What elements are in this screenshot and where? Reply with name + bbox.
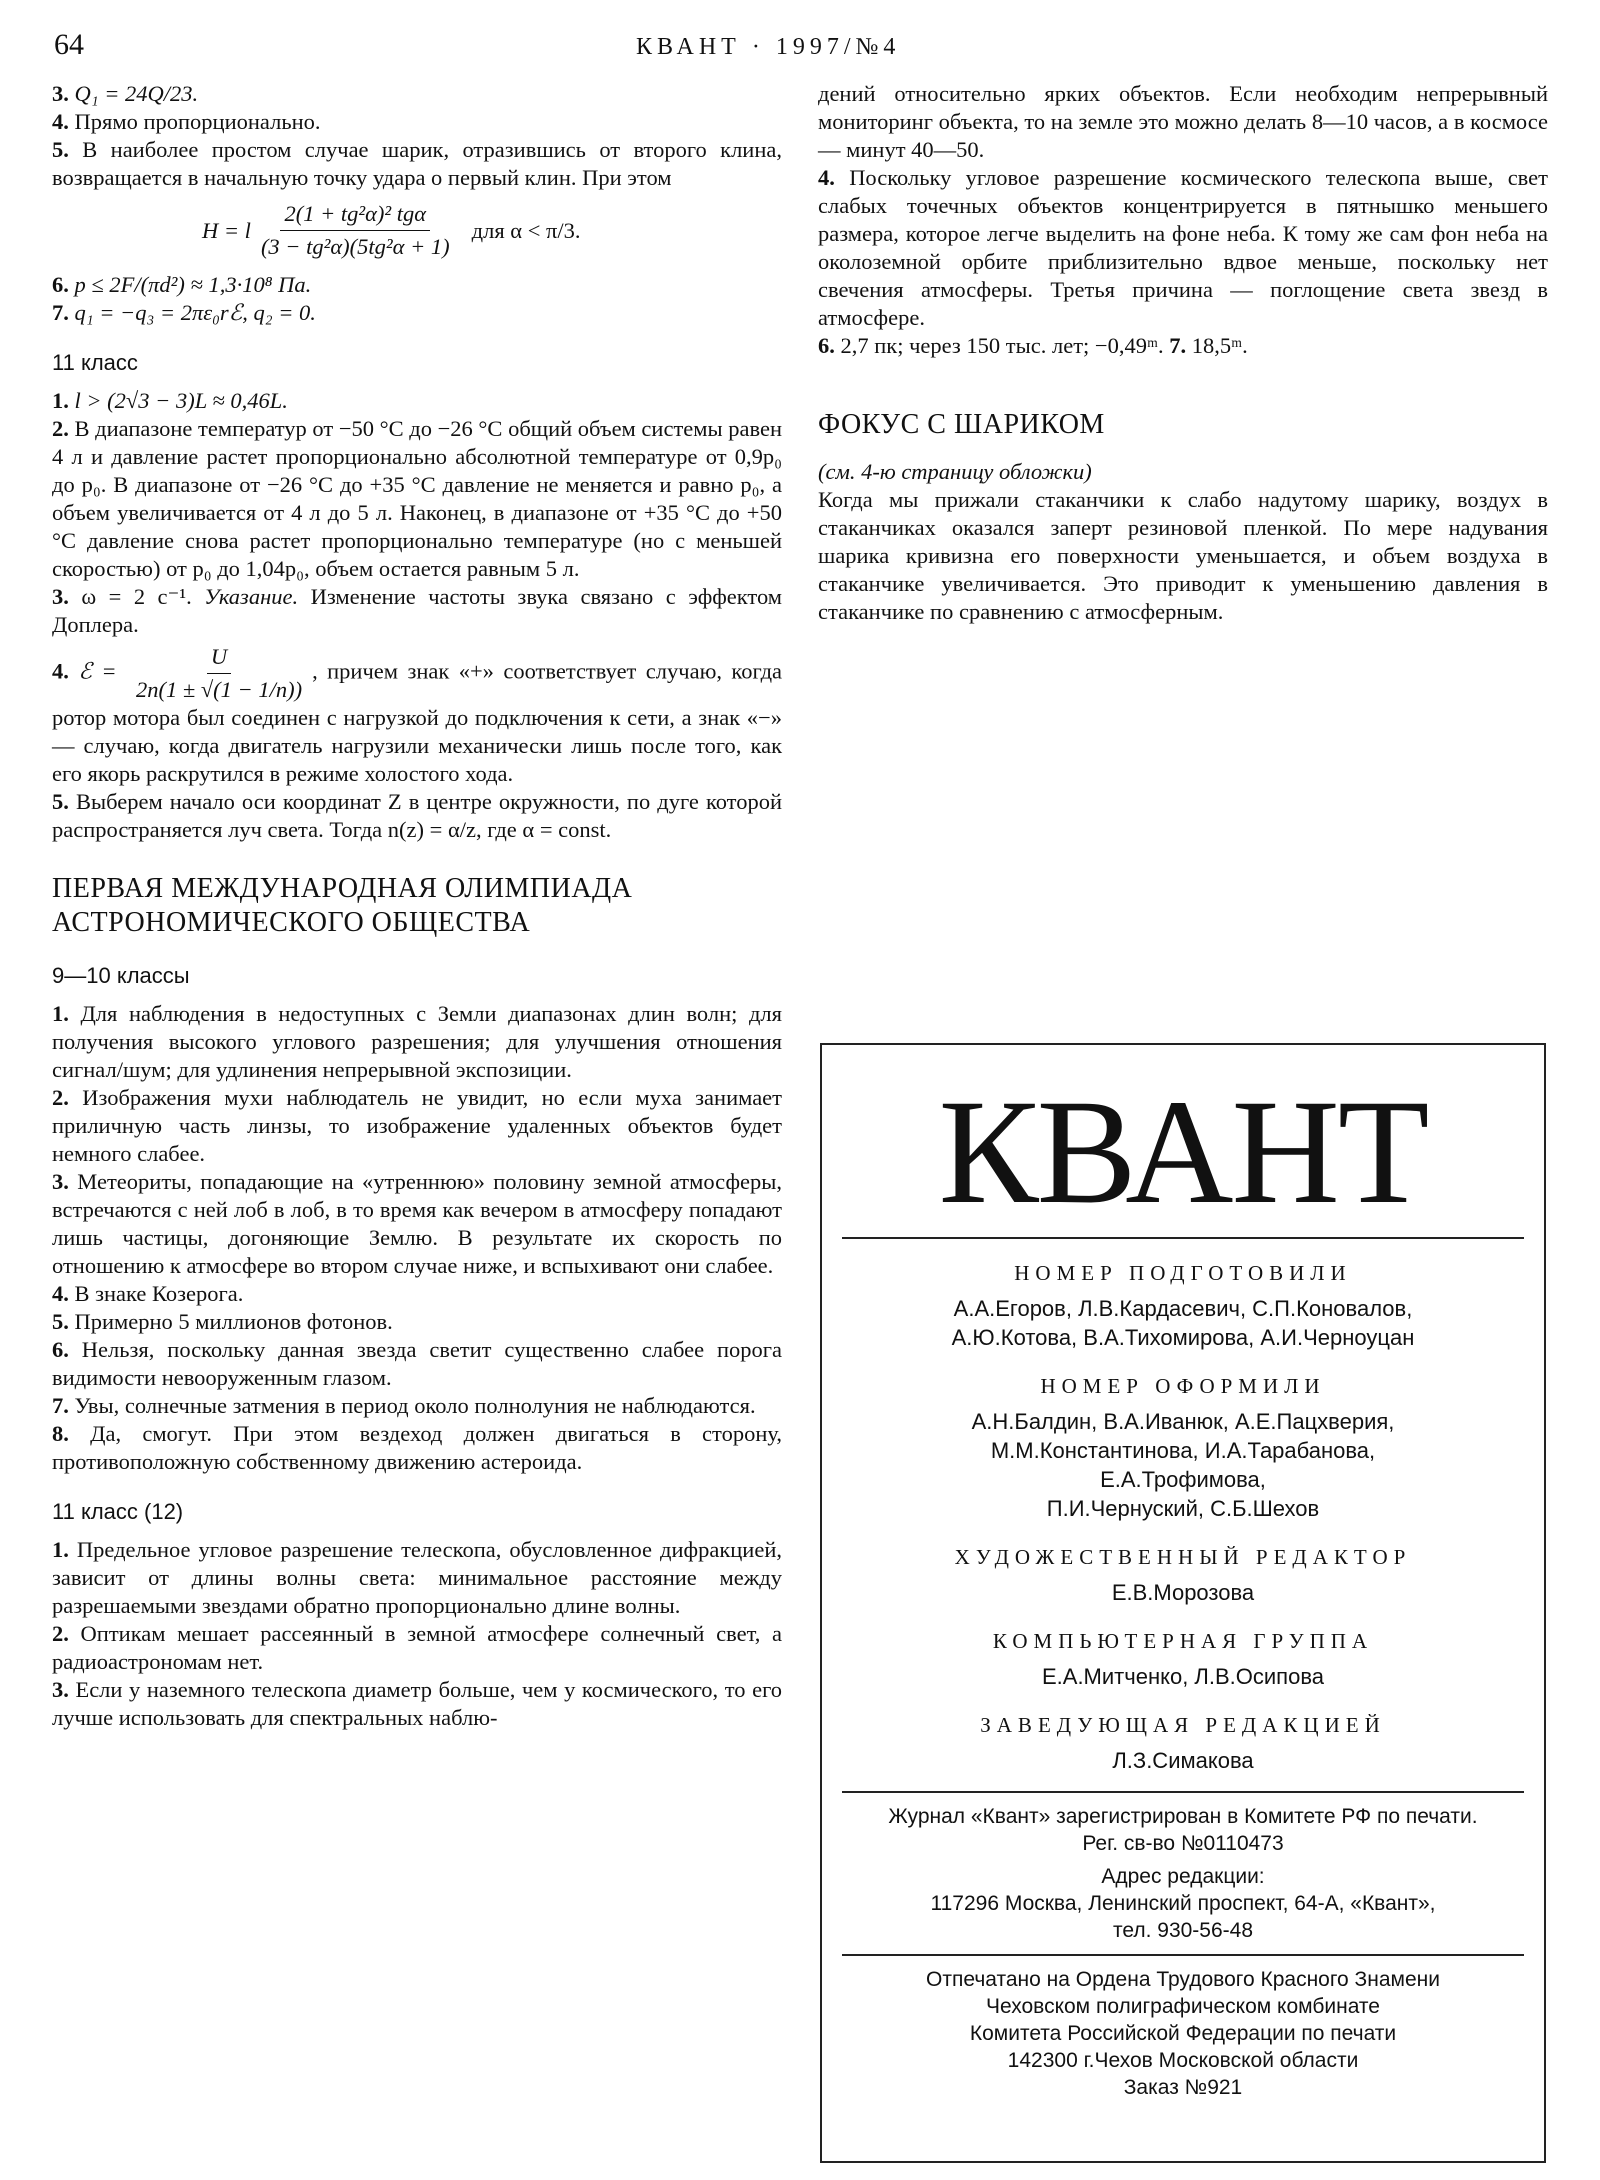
computer-group-names: Е.А.Митченко, Л.В.Осипова — [1041, 1664, 1324, 1689]
astro-answer-1: 1. Для наблюдения в недоступных с Земли диапазонах длин волн; для получения высокого углового разрешения; для улучшения отношения сигнал/шум; для удлинения непрерывной экспозиции. — [52, 1001, 783, 1082]
astro-answer-4: 4. В знаке Козерога. — [52, 1281, 244, 1306]
answer-4: 4. Прямо пропорционально. — [52, 109, 321, 134]
right-column — [818, 80, 1548, 626]
designed-names: А.Н.Балдин, В.А.Иванюк, А.Е.Пацхверия, М.М.Константинова, И.А.Тарабанова, Е.А.Трофимова, П.И.Чернуский, С.Б.Шехов — [971, 1409, 1395, 1521]
focus-title: ФОКУС С ШАРИКОМ — [818, 409, 1105, 440]
head-editor-label: ЗАВЕДУЮЩАЯ РЕДАКЦИЕЙ — [980, 1713, 1386, 1737]
art-editor-label: ХУДОЖЕСТВЕННЫЙ РЕДАКТОР — [954, 1545, 1412, 1569]
astro11-answer-2: 2. Оптикам мешает рассеянный в земной атмосфере солнечный свет, а радиоастрономам нет. — [52, 1621, 783, 1674]
astro11-answer-4: 4. Поскольку угловое разрешение космического телескопа выше, свет слабых точечных объектов концентрируется в пятнышко меньшего размера, которое легче выделить на фоне неба. К тому же сам фон неба на околоземной орбите приблизительно вдвое меньше, поскольку нет свечения атмосферы. Третья причина — поглощение света звезд в атмосфере. — [818, 165, 1548, 330]
computer-group-label: КОМПЬЮТЕРНАЯ ГРУППА — [992, 1629, 1374, 1653]
answer-3: 3. Q₁ = 24Q/23. — [52, 81, 199, 106]
olympiad-section-title: ПЕРВАЯ МЕЖДУНАРОДНАЯ ОЛИМПИАДА АСТРОНОМИЧЕСКОГО ОБЩЕСТВА — [52, 873, 633, 938]
running-head: КВАНТ · 1997/№4 — [636, 34, 901, 60]
art-editor-name: Е.В.Морозова — [1111, 1580, 1255, 1605]
head-editor-name: Л.З.Симакова — [1112, 1748, 1254, 1773]
prepared-label: НОМЕР ПОДГОТОВИЛИ — [1014, 1261, 1352, 1285]
astro11-answer-3: 3. Если у наземного телескопа диаметр больше, чем у космического, то его лучше использовать для спектральных наблю- — [52, 1677, 783, 1730]
astro-answer-3: 3. Метеориты, попадающие на «утреннюю» половину земной атмосферы, встречаются с ней лоб в лоб, в то время как вечером в атмосферу попадают лишь частицы, догоняющие Землю. В результате их скорость по отношению к атмосфере во втором случае ниже, и вспыхивают они слабее. — [52, 1169, 782, 1278]
g11-answer-3: 3. ω = 2 с⁻¹. Указание. Изменение частоты звука связано с эффектом Доплера. — [52, 584, 783, 637]
kvant-logo: КВАНТ — [938, 1069, 1428, 1235]
masthead-rule — [842, 1237, 1524, 1239]
prepared-names: А.А.Егоров, Л.В.Кардасевич, С.П.Коновалов, А.Ю.Котова, В.А.Тихомирова, А.И.Черноуцан — [951, 1296, 1415, 1350]
masthead-box — [820, 1043, 1546, 2163]
astro-answer-5: 5. Примерно 5 миллионов фотонов. — [52, 1309, 393, 1334]
astro11-answer-3-cont: дений относительно ярких объектов. Если необходим непрерывный мониторинг объекта, то на земле это можно делать 8—10 часов, а в космосе — минут 40—50. — [818, 81, 1548, 162]
g11-answer-2: 2. В диапазоне температур от −50 °С до −26 °С общий объем системы равен 4 л и давление растет пропорционально абсолютной температуре от 0,9p₀ до p₀. В диапазоне от −26 °С до +35 °С давление не меняется и равно p₀, а объем увеличивается от 4 л до 5 л. Наконец, в диапазоне от +35 °С до +50 °С давление снова растет пропорционально температуре (но с меньшей скоростью) от p₀ до 1,04p₀, объем остается равным 5 л. — [52, 416, 783, 581]
astro-answer-2: 2. Изображения мухи наблюдатель не увидит, но если муха занимает приличную часть линзы, то изображение удаленных объектов будет немного слабее. — [52, 1085, 783, 1166]
registration-info: Журнал «Квант» зарегистрирован в Комитете РФ по печати. Рег. св-во №0110473 Адрес редакции: 117296 Москва, Ленинский проспект, 64-А, «Квант», тел. 930-56-48 — [888, 1805, 1478, 1942]
grade-11-heading: 11 класс — [52, 350, 138, 375]
focus-text: Когда мы прижали стаканчики к слабо надутому шарику, воздух в стаканчиках оказался заперт резиновой пленкой. По мере надувания шарика кривизна его поверхности уменьшается, и объем воздуха в стаканчике увеличивается. Это приводит к уменьшению давления в стаканчике по сравнению с атмосферным. — [818, 487, 1548, 624]
page-number: 64 — [54, 28, 84, 61]
formula-h: H = l $\frac{\text{2(1 + tg²α)² tgα}}{\text{(3 − tg²α)(5tg²α + 1)}}$ для α < π/3. — [202, 201, 581, 259]
astro11-answer-6-7: 6. 2,7 пк; через 150 тыс. лет; −0,49ᵐ. 7. 18,5ᵐ. — [818, 333, 1248, 358]
credits — [822, 1261, 1544, 1775]
g11-answer-5: 5. Выберем начало оси координат Z в центре окружности, по дуге которой распространяется луч света. Тогда n(z) = α/z, где α = const. — [52, 789, 783, 842]
left-column — [52, 80, 782, 1732]
answer-6: 6. p ≤ 2F/(πd²) ≈ 1,3·10⁸ Па. — [52, 272, 312, 297]
astro-answer-7: 7. Увы, солнечные затмения в период около полнолуния не наблюдаются. — [52, 1393, 756, 1418]
astro11-answer-1: 1. Предельное угловое разрешение телескопа, обусловленное дифракцией, зависит от длины волны света: минимальное расстояние между разрешаемыми звездами обратно пропорционально длине волны. — [52, 1537, 782, 1618]
printing-info: Отпечатано на Ордена Трудового Красного Знамени Чеховском полиграфическом комбинате Комитета Российской Федерации по печати 142300 г.Чехов Московской области Заказ №921 — [926, 1968, 1440, 2099]
designed-label: НОМЕР ОФОРМИЛИ — [1040, 1374, 1326, 1398]
focus-cover-ref: (см. 4-ю страницу обложки) — [818, 459, 1092, 484]
astro-answer-8: 8. Да, смогут. При этом вездеход должен двигаться в сторону, противоположную собственному движению астероида. — [52, 1421, 782, 1474]
answer-7: 7. q₁ = −q₃ = 2πε₀rℰ, q₂ = 0. — [52, 300, 316, 325]
answer-5: 5. В наиболее простом случае шарик, отразившись от второго клина, возвращается в начальную точку удара о первый клин. При этом — [52, 137, 782, 190]
grades-9-10-heading: 9—10 классы — [52, 963, 190, 988]
g11-answer-4: 4. ℰ = $\frac{U}{2n(1 \pm √(1 - 1/n))}$ , причем знак «+» соответствует случаю, когда ротор мотора был соединен с нагрузкой до подключения к сети, а знак «−» — случаю, когда двигатель нагрузили механически лишь после того, как его якорь раскрутился в режиме холостого хода. — [52, 644, 783, 786]
astro-answer-6: 6. Нельзя, поскольку данная звезда светит существенно слабее порога видимости невооруженным глазом. — [52, 1337, 782, 1390]
grade-11-12-heading: 11 класс (12) — [52, 1499, 184, 1524]
g11-answer-1: 1. l > (2√3 − 3)L ≈ 0,46L. — [52, 388, 288, 413]
